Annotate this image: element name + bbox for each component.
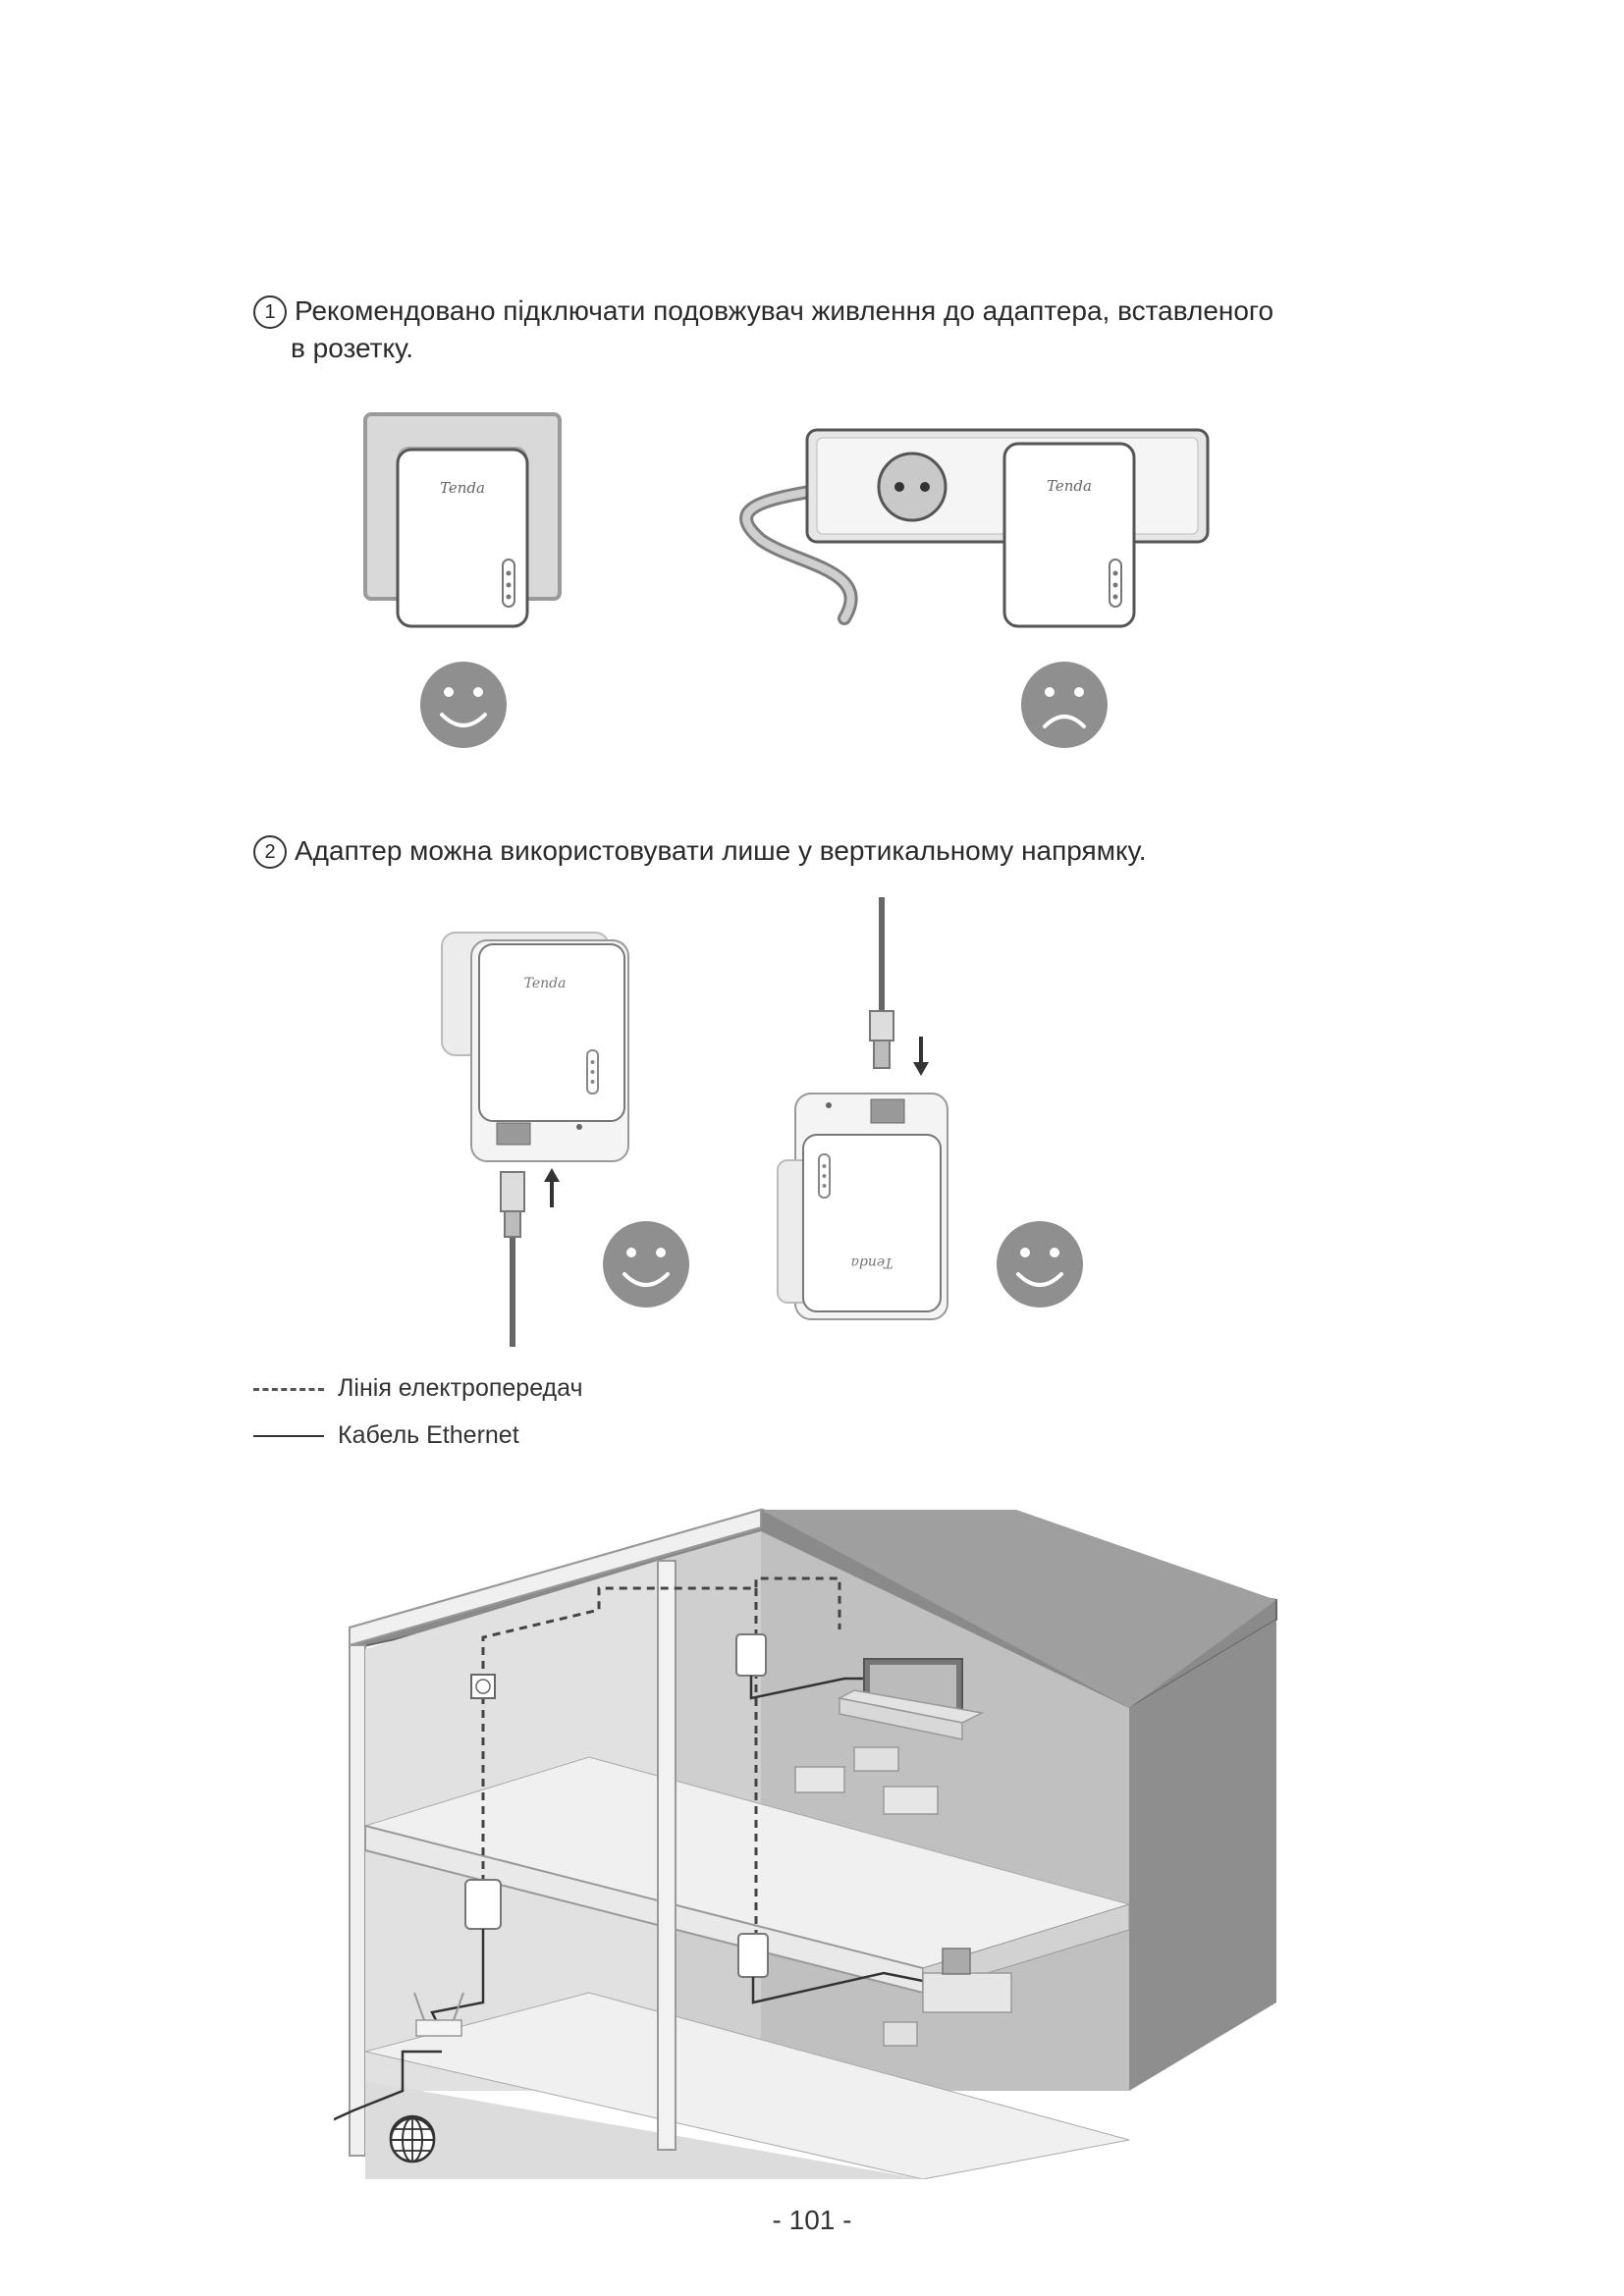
adapter-bottom-right <box>738 1934 768 1977</box>
globe-icon <box>383 2110 442 2169</box>
note-1-marker: 1 <box>253 295 287 329</box>
legend-powerline <box>253 1374 583 1414</box>
arrow-up-icon <box>544 1168 560 1207</box>
note-1-text: Рекомендовано підключати подовжувач живлення до адаптера, вставленого <box>295 295 1274 326</box>
adapter-bottom-left <box>465 1880 501 1929</box>
note-1-line-1 <box>253 293 1382 330</box>
smiley-happy-icon <box>420 662 507 748</box>
legend-ethernet <box>253 1421 583 1461</box>
note-2-marker: 2 <box>253 835 287 869</box>
tenda-logo: Tenda <box>523 976 567 991</box>
smiley-sad-icon <box>1021 662 1108 748</box>
note-1-line-2: в розетку. <box>291 333 414 363</box>
legend-powerline-label: Лінія електропередач <box>338 1374 583 1402</box>
smiley-happy-icon <box>997 1221 1083 1308</box>
note-2 <box>253 832 1382 870</box>
tenda-logo: Tenda <box>440 479 485 497</box>
page-number: - 101 - <box>772 2205 852 2235</box>
tenda-logo: Tenda <box>1047 477 1092 495</box>
power-outlet-icon <box>471 1675 495 1698</box>
solid-line-swatch <box>253 1435 324 1437</box>
house-diagram <box>334 1502 1286 2179</box>
orientation-illustration <box>412 893 1119 1355</box>
power-outlet-icon <box>879 454 946 520</box>
legend <box>253 1374 583 1461</box>
smiley-happy-icon <box>603 1221 689 1308</box>
arrow-down-icon <box>913 1037 929 1076</box>
note-2-text: Адаптер можна використовувати лише у вертикальному напрямку. <box>295 835 1147 866</box>
adapter-top-right <box>736 1634 766 1676</box>
dashed-line-swatch <box>253 1388 324 1391</box>
tenda-logo: Tenda <box>850 1255 893 1270</box>
note-1 <box>253 293 1382 367</box>
outlet-illustration <box>295 393 1276 766</box>
legend-ethernet-label: Кабель Ethernet <box>338 1421 519 1449</box>
